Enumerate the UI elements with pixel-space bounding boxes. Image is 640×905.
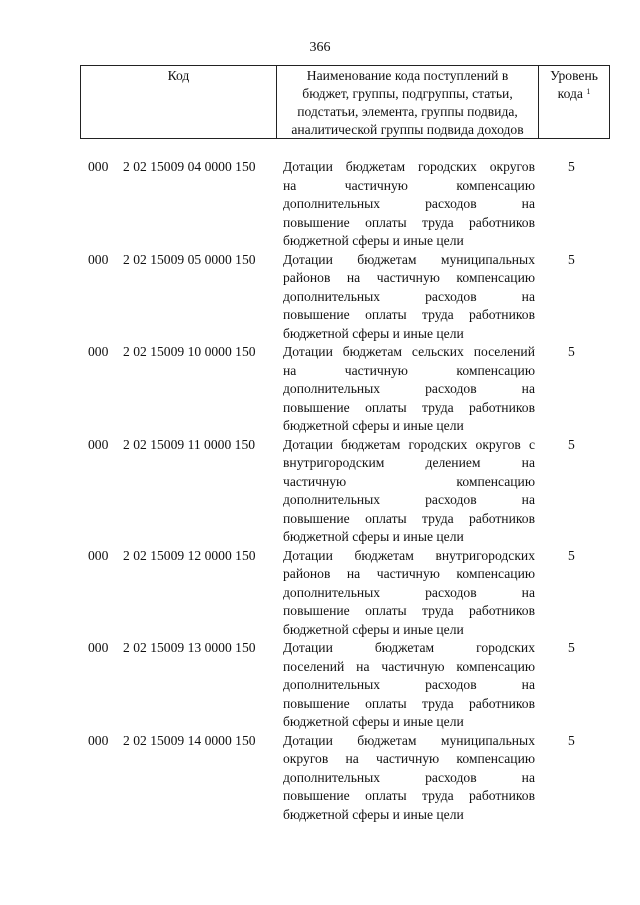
revenue-name-line: дополнительных расходов на — [283, 196, 535, 211]
revenue-name-line: повышение оплаты труда работников — [283, 695, 535, 711]
revenue-name-line: внутригородским делением на — [283, 455, 535, 470]
revenue-name-line: Дотации бюджетам городских округов с — [283, 436, 535, 452]
revenue-name — [283, 343, 535, 436]
revenue-name-line: дополнительных расходов на — [283, 677, 535, 692]
revenue-name-line: дополнительных расходов на — [283, 288, 535, 304]
table-body — [80, 158, 610, 824]
revenue-name — [283, 547, 535, 640]
header-name-line: аналитической группы подвида доходов — [291, 122, 524, 137]
revenue-name-line: Дотации бюджетам муниципальных — [283, 251, 535, 267]
code-level: 5 — [568, 547, 575, 563]
revenue-name-line: районов на частичную компенсацию — [283, 566, 535, 581]
code-level: 5 — [568, 640, 575, 655]
revenue-name-line: повышение оплаты труда работников — [283, 603, 535, 618]
admin-code: 000 — [88, 251, 109, 267]
revenue-name — [283, 251, 535, 344]
revenue-name — [283, 639, 535, 732]
header-name — [277, 66, 539, 138]
revenue-name-line: дополнительных расходов на — [283, 492, 535, 507]
header-level-line1: Уровень — [550, 68, 598, 83]
revenue-name-line: бюджетной сферы и иные цели — [283, 325, 464, 341]
table-row — [80, 251, 610, 344]
revenue-code: 2 02 15009 12 0000 150 — [123, 547, 256, 563]
revenue-name-line: бюджетной сферы и иные цели — [283, 714, 464, 729]
revenue-name-line: повышение оплаты труда работников — [283, 510, 535, 526]
revenue-name-line: повышение оплаты труда работников — [283, 307, 535, 322]
table-row — [80, 732, 610, 825]
revenue-name-line: районов на частичную компенсацию — [283, 270, 535, 285]
admin-code: 000 — [88, 640, 109, 655]
table-row — [80, 158, 610, 251]
revenue-name-line: дополнительных расходов на — [283, 381, 535, 396]
header-level — [539, 66, 609, 138]
revenue-code: 2 02 15009 04 0000 150 — [123, 159, 256, 174]
code-level: 5 — [568, 436, 575, 452]
header-code: Код — [81, 66, 277, 138]
revenue-name-line: округов на частичную компенсацию — [283, 751, 535, 766]
table-row — [80, 343, 610, 436]
revenue-name-line: бюджетной сферы и иные цели — [283, 529, 464, 544]
header-name-line: Наименование кода поступлений в — [306, 68, 509, 83]
revenue-name-line: дополнительных расходов на — [283, 584, 535, 600]
revenue-name-line: бюджетной сферы и иные цели — [283, 418, 464, 433]
revenue-name-line: Дотации бюджетам городских округов — [283, 159, 535, 174]
code-level: 5 — [568, 732, 575, 748]
admin-code: 000 — [88, 732, 109, 748]
admin-code: 000 — [88, 159, 109, 174]
revenue-name-line: дополнительных расходов на — [283, 769, 535, 785]
revenue-name-line: поселений на частичную компенсацию — [283, 658, 535, 674]
header-level-line2 — [539, 85, 609, 103]
revenue-name — [283, 436, 535, 547]
table-header — [80, 65, 610, 139]
table-row — [80, 547, 610, 640]
revenue-name-line: на частичную компенсацию — [283, 177, 535, 193]
revenue-code: 2 02 15009 05 0000 150 — [123, 251, 256, 267]
revenue-name-line: повышение оплаты труда работников — [283, 214, 535, 230]
header-name-line: бюджет, группы, подгруппы, статьи, — [302, 86, 513, 101]
footnote-marker: 1 — [586, 87, 591, 96]
revenue-code: 2 02 15009 10 0000 150 — [123, 344, 256, 359]
revenue-name-line: Дотации бюджетам городских — [283, 640, 535, 655]
header-name-line: подстатьи, элемента, группы подвида, — [297, 104, 518, 119]
revenue-code: 2 02 15009 11 0000 150 — [123, 436, 256, 452]
revenue-name-line: бюджетной сферы и иные цели — [283, 233, 464, 248]
code-level: 5 — [568, 251, 575, 267]
header-level-text: кода — [557, 86, 583, 101]
revenue-code: 2 02 15009 13 0000 150 — [123, 640, 256, 655]
revenue-name-line: повышение оплаты труда работников — [283, 399, 535, 415]
revenue-name-line: бюджетной сферы и иные цели — [283, 621, 464, 637]
revenue-name-line: Дотации бюджетам муниципальных — [283, 732, 535, 748]
revenue-name-line: Дотации бюджетам сельских поселений — [283, 344, 535, 359]
revenue-name-line: на частичную компенсацию — [283, 362, 535, 378]
revenue-name-line: частичную компенсацию — [283, 473, 535, 489]
page-number: 366 — [309, 40, 331, 55]
admin-code: 000 — [88, 547, 109, 563]
revenue-name-line: бюджетной сферы и иные цели — [283, 806, 464, 822]
revenue-name — [283, 732, 535, 825]
revenue-code: 2 02 15009 14 0000 150 — [123, 732, 256, 748]
admin-code: 000 — [88, 344, 109, 359]
table-row — [80, 436, 610, 547]
code-level: 5 — [568, 344, 575, 359]
table-row — [80, 639, 610, 732]
admin-code: 000 — [88, 436, 109, 452]
code-level: 5 — [568, 159, 575, 174]
revenue-name — [283, 158, 535, 251]
revenue-name-line: Дотации бюджетам внутригородских — [283, 547, 535, 563]
revenue-name-line: повышение оплаты труда работников — [283, 788, 535, 803]
